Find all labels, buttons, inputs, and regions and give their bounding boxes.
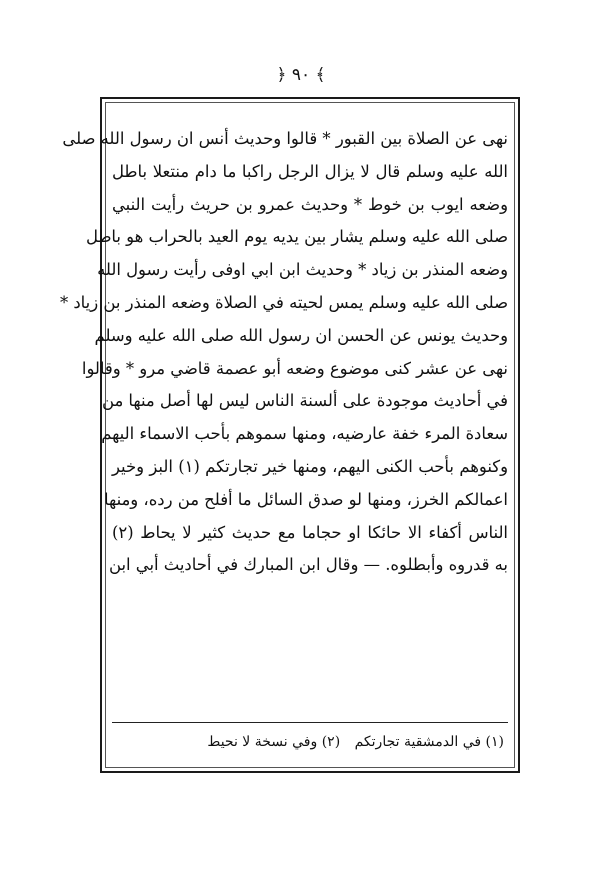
text-line-3: وضعه ايوب بن خوط * وحديث عمرو بن حريث رأيت النبي bbox=[112, 194, 508, 214]
text-line-7: وحديث يونس عن الحسن ان رسول الله صلى الله عليه وسلم bbox=[94, 325, 508, 345]
text-line-10: سعادة المرء خفة عارضيه، ومنها سموهم بأحب الاسماء اليهم bbox=[101, 424, 508, 444]
body-text bbox=[59, 123, 508, 582]
text-line-5: وضعه المنذر بن زياد * وحديث ابن ابي اوفى رأيت رسول الله bbox=[97, 260, 508, 280]
text-frame bbox=[59, 97, 520, 773]
text-line-12: اعمالكم الخرز، ومنها لو صدق السائل ما أفلح من رده، ومنها bbox=[104, 489, 508, 509]
text-line-11: وكنوهم بأحب الكنى اليهم، ومنها خير تجارتكم (١) البز وخير bbox=[112, 456, 508, 476]
page-number: ﴿ ٩٠ ﴾ bbox=[276, 65, 326, 85]
footnote-1: (١) في الدمشقية تجارتكم bbox=[354, 734, 504, 750]
footnotes bbox=[197, 731, 504, 753]
footnote-separator bbox=[112, 722, 508, 723]
text-line-6: صلى الله عليه وسلم يمس لحيته في الصلاة وضعه المنذر بن زياد * bbox=[59, 292, 508, 312]
text-line-1: نهى عن الصلاة بين القبور * قالوا وحديث أنس ان رسول الله صلى bbox=[62, 129, 508, 148]
text-line-8: نهى عن عشر كنى موضوع وضعه أبو عصمة قاضي مرو * وقالوا bbox=[81, 358, 508, 378]
text-line-2: الله عليه وسلم قال لا يزال الرجل راكبا ما دام منتعلا باطل bbox=[112, 161, 508, 181]
text-line-9: في أحاديث موجودة على ألسنة الناس ليس لها أصل منها من bbox=[101, 391, 508, 411]
text-line-4: صلى الله عليه وسلم يشار بين يديه يوم العيد بالحراب هو باطل bbox=[85, 227, 508, 247]
text-line-14: به قدروه وأبطلوه. — وقال ابن المبارك في أحاديث أبي ابن bbox=[108, 555, 508, 575]
text-line-13: الناس أكفاء الا حائكا او حجاما مع حديث كثير لا يحاط (٢) bbox=[112, 522, 508, 542]
footnote-2: (٢) وفي نسخة لا نحيط bbox=[207, 734, 341, 750]
